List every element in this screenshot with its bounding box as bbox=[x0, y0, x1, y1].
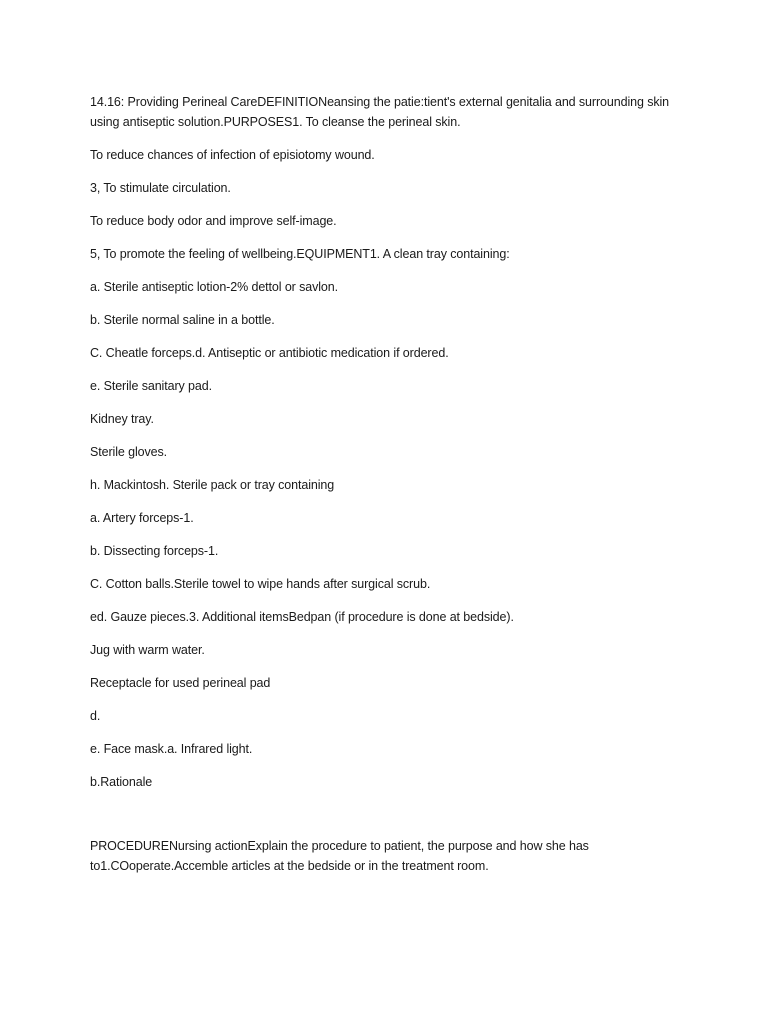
paragraph-procedure: PROCEDURENursing actionExplain the procedure to patient, the purpose and how she has to1.COoperate.Accemble articles at the bedside or in the treatment room. bbox=[90, 839, 589, 873]
paragraph-heading-definition: 14.16: Providing Perineal CareDEFINITIONeansing the patie:tient's external genitalia and surrounding skin using antiseptic solution.PURPOSES1. To cleanse the perineal skin. bbox=[90, 95, 670, 129]
paragraph-receptacle: Receptacle for used perineal pad bbox=[90, 676, 271, 690]
paragraph-jug-warm-water: Jug with warm water. bbox=[90, 643, 205, 657]
paragraph-purpose-5-equipment: 5, To promote the feeling of wellbeing.EQUIPMENT1. A clean tray containing: bbox=[90, 247, 510, 261]
paragraph-item-d: d. bbox=[90, 709, 101, 723]
paragraph-face-mask: e. Face mask.a. Infrared light. bbox=[90, 742, 253, 756]
paragraph-purpose-4: To reduce body odor and improve self-image. bbox=[90, 214, 337, 228]
paragraph-gauze-pieces: ed. Gauze pieces.3. Additional itemsBedpan (if procedure is done at bedside). bbox=[90, 610, 514, 624]
paragraph-equipment-b: b. Sterile normal saline in a bottle. bbox=[90, 313, 275, 327]
paragraph-kidney-tray: Kidney tray. bbox=[90, 412, 154, 426]
paragraph-mackintosh: h. Mackintosh. Sterile pack or tray containing bbox=[90, 478, 335, 492]
paragraph-equipment-c-d: C. Cheatle forceps.d. Antiseptic or antibiotic medication if ordered. bbox=[90, 346, 449, 360]
paragraph-purpose-3: 3, To stimulate circulation. bbox=[90, 181, 231, 195]
paragraph-sterile-gloves: Sterile gloves. bbox=[90, 445, 168, 459]
paragraph-cotton-balls: C. Cotton balls.Sterile towel to wipe hands after surgical scrub. bbox=[90, 577, 431, 591]
paragraph-dissecting-forceps: b. Dissecting forceps-1. bbox=[90, 544, 219, 558]
paragraph-equipment-a: a. Sterile antiseptic lotion-2% dettol or savlon. bbox=[90, 280, 339, 294]
paragraph-artery-forceps: a. Artery forceps-1. bbox=[90, 511, 194, 525]
paragraph-equipment-e: e. Sterile sanitary pad. bbox=[90, 379, 212, 393]
paragraph-purpose-2: To reduce chances of infection of episiotomy wound. bbox=[90, 148, 375, 162]
paragraph-rationale: b.Rationale bbox=[90, 775, 153, 789]
